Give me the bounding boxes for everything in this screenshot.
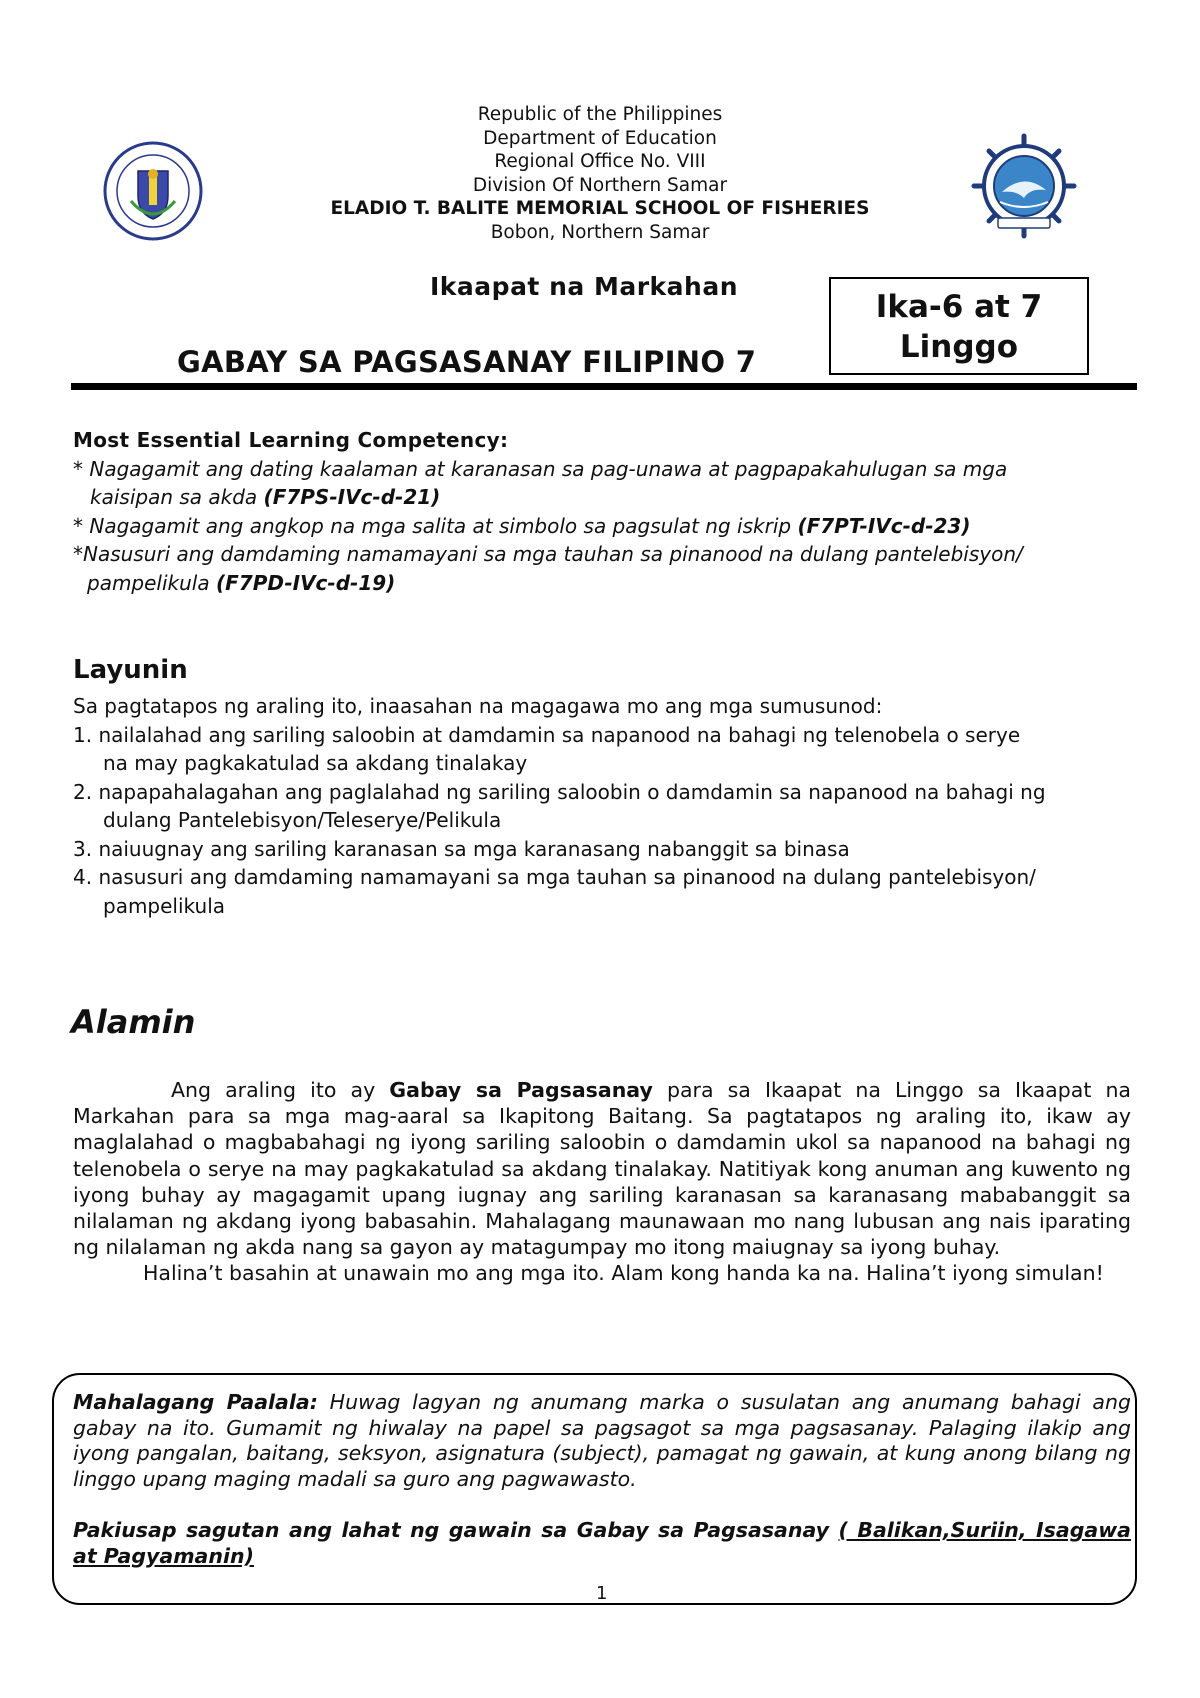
reminder-label: Mahalagang Paalala: xyxy=(73,1390,318,1414)
letterhead-line: Division Of Northern Samar xyxy=(472,174,728,196)
competency-code-3: (F7PD-IVc-d-19) xyxy=(215,570,396,595)
alamin-paragraph-1 xyxy=(73,1077,1131,1260)
list-item: 3. naiuugnay ang sariling karanasan sa mga karanasang nabanggit sa binasa xyxy=(73,836,850,861)
letterhead-line: Republic of the Philippines xyxy=(477,104,723,125)
alamin-text: para sa Ikaapat na Linggo sa Ikaapat na Markahan para sa mga mag-aaral sa Ikapitong Baitang. Sa pagtatapos ng araling ito, ikaw ay maglalahad o magbabahagi ng iyong sariling saloobin o damdamin ukol sa napanood na bahagi ng telenobela o serye na may pagkakatulad sa akdang tinalakay. Natitiyak kong anuman ang kuwento ng iyong buhay ay magagamit upang iugnay ang sariling karanasan sa karanasang mababanggit sa nilalaman ng akdang iyong babasahin. Mahalagang maunawaan mo nang lubusan ang nais iparating ng nilalaman ng akda nang sa gayon ay matagumpay mo itong maiugnay sa iyong buhay. xyxy=(73,1078,1131,1260)
list-item: dulang Pantelebisyon/Teleserye/Pelikula xyxy=(103,808,502,832)
school-name: ELADIO T. BALITE MEMORIAL SCHOOL OF FISHERIES xyxy=(330,198,870,219)
alamin-body xyxy=(73,1077,1131,1287)
competency-item-3: *Nasusuri ang damdaming namamayani sa mga tauhan sa pinanood na dulang pantelebisyon/ xyxy=(73,542,1023,566)
week-line-1: Ika-6 at 7 xyxy=(875,289,1043,325)
competency-item-1: * Nagagamit ang dating kaalaman at karanasan sa pag-unawa at pagpapakahulugan sa mga xyxy=(73,456,1008,481)
school-location: Bobon, Northern Samar xyxy=(490,221,710,243)
layunin-intro: Sa pagtatapos ng araling ito, inaasahan na magagawa mo ang mga sumusunod: xyxy=(73,694,883,718)
list-item: 4. nasusuri ang damdaming namamayani sa mga tauhan sa pinanood na dulang pantelebisyon/ xyxy=(73,865,1036,889)
page-number: 1 xyxy=(596,1583,608,1604)
list-item: na may pagkakatulad sa akdang tinalakay xyxy=(103,751,528,775)
page-title: GABAY SA PAGSASANAY FILIPINO 7 xyxy=(177,345,757,379)
competency-code-2: (F7PT-IVc-d-23) xyxy=(797,513,971,538)
competency-heading: Most Essential Learning Competency: xyxy=(73,428,509,452)
title-divider xyxy=(71,383,1137,390)
request-text: Pakiusap sagutan ang lahat ng gawain sa Gabay sa Pagsasanay xyxy=(73,1518,839,1542)
alamin-heading: Alamin xyxy=(71,1003,196,1041)
letterhead xyxy=(0,103,1200,244)
layunin-heading: Layunin xyxy=(73,655,188,685)
letterhead-line: Department of Education xyxy=(483,127,717,149)
letterhead-line: Regional Office No. VIII xyxy=(494,151,706,172)
reminder-body: Huwag lagyan ng anumang marka o susulatan ang anumang bahagi ang gabay na ito. Gumamit ng hiwalay na papel sa pagsagot sa mga pagsasanay. Palaging ilakip ang iyong pangalan, baitang, seksyon, asignatura (subject), pamagat ng gawain, at kung anong bilang ng linggo upang maging madali sa guro ang pagwawasto. xyxy=(73,1390,1131,1491)
list-item: 1. nailalahad ang sariling saloobin at damdamin sa napanood na bahagi ng telenobela o serye xyxy=(73,722,1021,747)
competency-item-1-cont xyxy=(73,483,1133,512)
list-item: 2. napapahalagahan ang paglalahad ng sariling saloobin o damdamin sa napanood na bahagi ng xyxy=(73,779,1046,804)
layunin-list xyxy=(73,692,1133,920)
competency-item-3-text: pampelikula xyxy=(87,570,216,595)
week-box xyxy=(829,277,1089,375)
competency-code-1: (F7PS-IVc-d-21) xyxy=(263,485,441,509)
competency-item-1-text: kaisipan sa akda xyxy=(90,485,264,509)
list-item: pampelikula xyxy=(103,893,226,918)
quarter-label: Ikaapat na Markahan xyxy=(430,272,738,301)
reminder-paragraph xyxy=(73,1390,1131,1492)
competency-section xyxy=(73,426,1133,597)
competency-item-3-cont xyxy=(73,569,1133,598)
alamin-paragraph-2: Halina’t basahin at unawain mo ang mga ito. Alam kong handa ka na. Halina’t iyong simulan! xyxy=(143,1261,1104,1286)
reminder-text xyxy=(73,1390,1131,1569)
alamin-text: Ang araling ito ay xyxy=(171,1078,390,1102)
competency-item-2 xyxy=(73,512,1133,541)
request-sections: ( Balikan,Suriin, Isagawa at Pagyamanin) xyxy=(73,1518,1131,1568)
competency-item-2-text: * Nagagamit ang angkop na mga salita at simbolo sa pagsulat ng iskrip xyxy=(73,513,798,538)
request-paragraph xyxy=(73,1518,1131,1569)
week-line-2: Linggo xyxy=(899,329,1019,365)
alamin-bold-text: Gabay sa Pagsasanay xyxy=(389,1078,653,1102)
